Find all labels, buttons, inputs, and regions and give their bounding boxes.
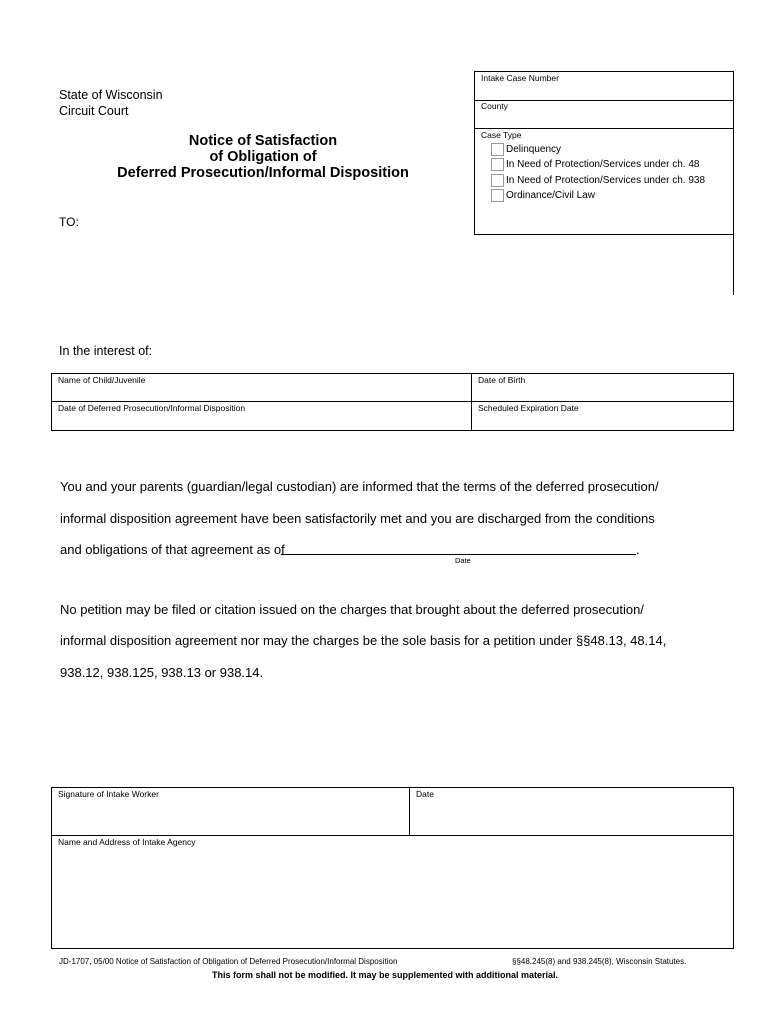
- child-name-label: Name of Child/Juvenile: [58, 375, 146, 385]
- form-title-line3: Deferred Prosecution/Informal Disposition: [117, 165, 409, 181]
- intake-case-number-label: Intake Case Number: [481, 73, 559, 83]
- form-title-line1: Notice of Satisfaction: [188, 133, 338, 149]
- modification-notice: This form shall not be modified. It may be supplemented with additional material.: [211, 970, 559, 980]
- interest-of-label: In the interest of:: [59, 344, 153, 358]
- paragraph1-line2: informal disposition agreement have been satisfactorily met and you are discharged from the conditions: [60, 511, 655, 526]
- paragraph2-line3: 938.12, 938.125, 938.13 or 938.14.: [60, 665, 264, 680]
- signature-label: Signature of Intake Worker: [58, 789, 159, 799]
- paragraph1-line1: You and your parents (guardian/legal custodian) are informed that the terms of the deferred prosecution/: [60, 479, 659, 494]
- county-label: County: [481, 101, 508, 111]
- deferred-date-label: Date of Deferred Prosecution/Informal Disposition: [58, 403, 246, 413]
- discharge-date-line[interactable]: [281, 554, 636, 555]
- agency-label: Name and Address of Intake Agency: [58, 837, 196, 847]
- paragraph2-line1: No petition may be filed or citation issued on the charges that brought about the deferred prosecution/: [60, 602, 644, 617]
- to-label: TO:: [59, 215, 79, 229]
- court-name: Circuit Court: [59, 104, 129, 118]
- checkbox-protection-ch48[interactable]: [491, 158, 504, 171]
- paragraph2-line2: informal disposition agreement nor may the charges be the sole basis for a petition under §§48.13, 48.14,: [60, 633, 667, 648]
- state-name: State of Wisconsin: [59, 88, 163, 102]
- date-caption: Date: [455, 556, 471, 565]
- statutes-reference: §§48.245(8) and 938.245(8), Wisconsin Statutes.: [512, 957, 687, 966]
- date-of-birth-label: Date of Birth: [478, 375, 526, 385]
- signature-date-label: Date: [416, 789, 434, 799]
- checkbox-delinquency[interactable]: [491, 143, 504, 156]
- case-type-delinquency-label: Delinquency: [506, 144, 562, 155]
- form-id: JD-1707, 05/00 Notice of Satisfaction of Obligation of Deferred Prosecution/Informal Disposition: [59, 957, 398, 966]
- checkbox-ordinance[interactable]: [491, 189, 504, 202]
- checkbox-protection-ch938[interactable]: [491, 174, 504, 187]
- paragraph1-line3-prefix: and obligations of that agreement as of: [60, 542, 285, 557]
- case-type-ch938-label: In Need of Protection/Services under ch. 938: [506, 175, 706, 186]
- paragraph1-line3: [60, 542, 285, 557]
- case-type-label: Case Type: [481, 130, 522, 140]
- expiration-date-label: Scheduled Expiration Date: [478, 403, 579, 413]
- form-title-line2: of Obligation of: [209, 149, 317, 165]
- case-type-ch48-label: In Need of Protection/Services under ch. 48: [506, 159, 700, 170]
- case-type-ordinance-label: Ordinance/Civil Law: [506, 190, 595, 201]
- paragraph1-period: .: [636, 542, 640, 557]
